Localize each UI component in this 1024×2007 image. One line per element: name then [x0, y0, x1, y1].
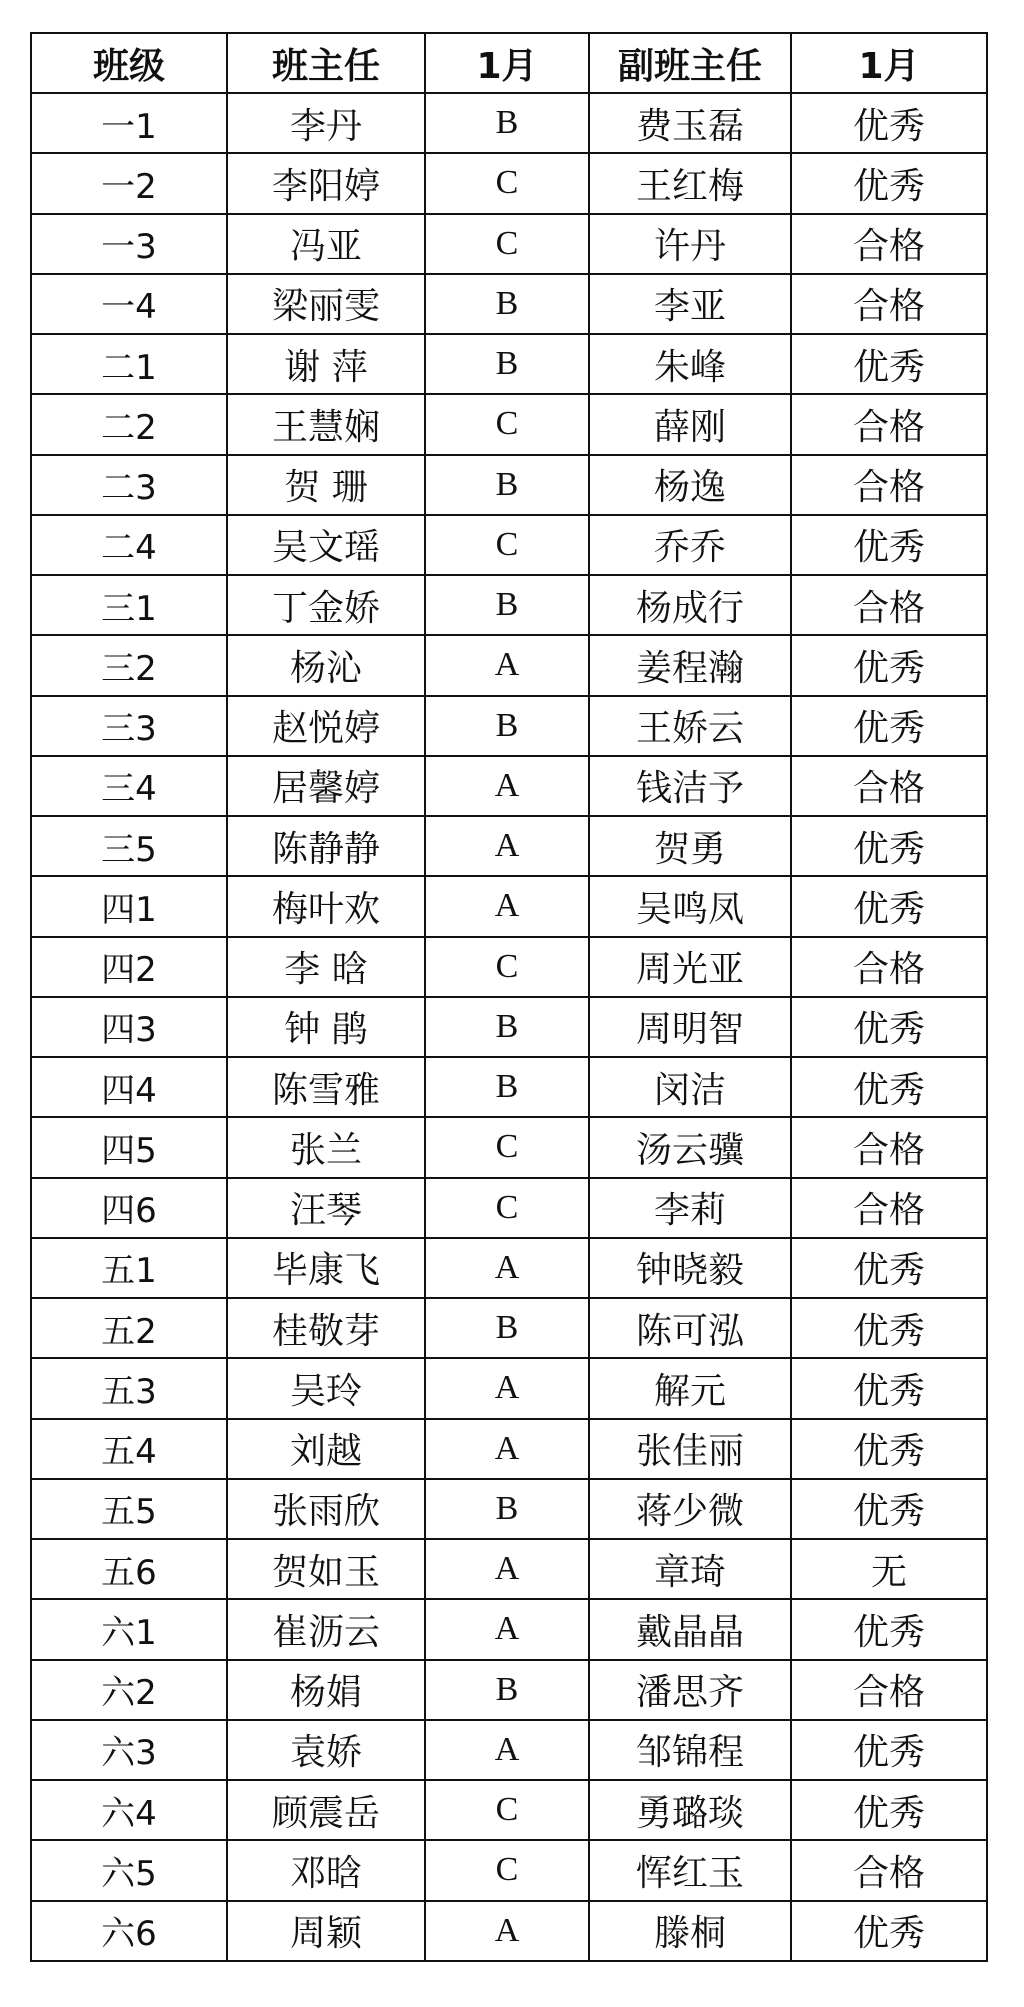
cell-head-teacher: 钟 鹃: [227, 997, 425, 1057]
table-row: [31, 153, 987, 213]
cell-class: 一3: [31, 214, 227, 274]
header-assistant-teacher: 副班主任: [589, 33, 791, 93]
table-body: [31, 93, 987, 1961]
cell-head-grade: A: [425, 1720, 589, 1780]
cell-head-grade: C: [425, 515, 589, 575]
cell-head-grade: C: [425, 1840, 589, 1900]
table-row: [31, 1178, 987, 1238]
table-row: [31, 696, 987, 756]
cell-assistant-rating: 优秀: [791, 153, 987, 213]
cell-assistant-rating: 无: [791, 1539, 987, 1599]
cell-class: 三4: [31, 756, 227, 816]
header-assistant-month: 1月: [791, 33, 987, 93]
cell-assistant-rating: 优秀: [791, 93, 987, 153]
cell-assistant-rating: 优秀: [791, 1358, 987, 1418]
cell-assistant-teacher: 王红梅: [589, 153, 791, 213]
cell-class: 三1: [31, 575, 227, 635]
table-row: [31, 816, 987, 876]
cell-head-teacher: 陈雪雅: [227, 1057, 425, 1117]
cell-assistant-teacher: 蒋少微: [589, 1479, 791, 1539]
cell-head-grade: B: [425, 455, 589, 515]
cell-head-teacher: 吴文瑶: [227, 515, 425, 575]
cell-head-grade: B: [425, 696, 589, 756]
cell-assistant-rating: 合格: [791, 455, 987, 515]
table-row: [31, 334, 987, 394]
cell-assistant-rating: 优秀: [791, 1479, 987, 1539]
cell-assistant-rating: 合格: [791, 1660, 987, 1720]
cell-assistant-rating: 合格: [791, 1840, 987, 1900]
table-row: [31, 1780, 987, 1840]
cell-assistant-rating: 优秀: [791, 816, 987, 876]
cell-class: 五3: [31, 1358, 227, 1418]
cell-assistant-teacher: 汤云骥: [589, 1117, 791, 1177]
table-row: [31, 937, 987, 997]
table-row: [31, 876, 987, 936]
table-row: [31, 1720, 987, 1780]
table-row: [31, 997, 987, 1057]
cell-assistant-teacher: 周明智: [589, 997, 791, 1057]
cell-assistant-rating: 优秀: [791, 696, 987, 756]
cell-class: 四5: [31, 1117, 227, 1177]
table-row: [31, 635, 987, 695]
table-row: [31, 756, 987, 816]
cell-assistant-rating: 合格: [791, 937, 987, 997]
cell-class: 一1: [31, 93, 227, 153]
cell-assistant-teacher: 乔乔: [589, 515, 791, 575]
cell-head-teacher: 丁金娇: [227, 575, 425, 635]
cell-head-grade: B: [425, 1479, 589, 1539]
cell-assistant-rating: 优秀: [791, 1780, 987, 1840]
cell-head-teacher: 刘越: [227, 1419, 425, 1479]
table-row: [31, 515, 987, 575]
cell-head-grade: B: [425, 93, 589, 153]
table-row: [31, 1238, 987, 1298]
table-row: [31, 1599, 987, 1659]
cell-head-teacher: 李 晗: [227, 937, 425, 997]
cell-class: 二3: [31, 455, 227, 515]
cell-class: 五1: [31, 1238, 227, 1298]
cell-assistant-teacher: 李莉: [589, 1178, 791, 1238]
cell-head-teacher: 周颖: [227, 1901, 425, 1962]
cell-head-grade: A: [425, 1358, 589, 1418]
cell-head-grade: A: [425, 1901, 589, 1962]
cell-head-teacher: 邓晗: [227, 1840, 425, 1900]
cell-assistant-rating: 优秀: [791, 1901, 987, 1962]
cell-head-grade: A: [425, 1599, 589, 1659]
cell-assistant-teacher: 朱峰: [589, 334, 791, 394]
cell-assistant-teacher: 陈可泓: [589, 1298, 791, 1358]
cell-head-grade: A: [425, 635, 589, 695]
cell-head-grade: A: [425, 1238, 589, 1298]
cell-assistant-teacher: 薛刚: [589, 394, 791, 454]
cell-assistant-rating: 合格: [791, 756, 987, 816]
cell-class: 六2: [31, 1660, 227, 1720]
cell-assistant-rating: 优秀: [791, 876, 987, 936]
cell-class: 五2: [31, 1298, 227, 1358]
cell-head-teacher: 梁丽雯: [227, 274, 425, 334]
cell-assistant-teacher: 解元: [589, 1358, 791, 1418]
cell-assistant-rating: 优秀: [791, 515, 987, 575]
table-row: [31, 394, 987, 454]
cell-assistant-rating: 优秀: [791, 334, 987, 394]
cell-assistant-teacher: 许丹: [589, 214, 791, 274]
cell-head-teacher: 顾震岳: [227, 1780, 425, 1840]
cell-head-teacher: 张雨欣: [227, 1479, 425, 1539]
cell-class: 六4: [31, 1780, 227, 1840]
cell-assistant-rating: 优秀: [791, 635, 987, 695]
cell-class: 六3: [31, 1720, 227, 1780]
cell-class: 四1: [31, 876, 227, 936]
cell-class: 一2: [31, 153, 227, 213]
cell-head-grade: A: [425, 1539, 589, 1599]
cell-assistant-teacher: 王娇云: [589, 696, 791, 756]
cell-class: 六1: [31, 1599, 227, 1659]
cell-class: 六5: [31, 1840, 227, 1900]
cell-class: 二1: [31, 334, 227, 394]
cell-assistant-rating: 优秀: [791, 1720, 987, 1780]
cell-assistant-teacher: 吴鸣凤: [589, 876, 791, 936]
cell-class: 一4: [31, 274, 227, 334]
cell-class: 四3: [31, 997, 227, 1057]
cell-head-teacher: 居馨婷: [227, 756, 425, 816]
cell-head-grade: A: [425, 1419, 589, 1479]
cell-assistant-rating: 优秀: [791, 1238, 987, 1298]
table-row: [31, 1419, 987, 1479]
cell-class: 六6: [31, 1901, 227, 1962]
cell-class: 三5: [31, 816, 227, 876]
cell-head-grade: C: [425, 1117, 589, 1177]
table-row: [31, 93, 987, 153]
cell-head-teacher: 吴玲: [227, 1358, 425, 1418]
cell-head-grade: B: [425, 575, 589, 635]
cell-assistant-teacher: 周光亚: [589, 937, 791, 997]
cell-assistant-teacher: 潘思齐: [589, 1660, 791, 1720]
table-row: [31, 1057, 987, 1117]
cell-assistant-teacher: 戴晶晶: [589, 1599, 791, 1659]
cell-assistant-teacher: 钟晓毅: [589, 1238, 791, 1298]
table-row: [31, 274, 987, 334]
cell-class: 五6: [31, 1539, 227, 1599]
table-row: [31, 214, 987, 274]
cell-head-grade: A: [425, 876, 589, 936]
cell-head-grade: A: [425, 756, 589, 816]
cell-class: 二4: [31, 515, 227, 575]
table-row: [31, 575, 987, 635]
cell-head-grade: B: [425, 274, 589, 334]
cell-head-grade: C: [425, 153, 589, 213]
table-row: [31, 1840, 987, 1900]
cell-head-teacher: 赵悦婷: [227, 696, 425, 756]
cell-class: 三2: [31, 635, 227, 695]
cell-assistant-rating: 优秀: [791, 1419, 987, 1479]
table-row: [31, 1298, 987, 1358]
cell-assistant-teacher: 费玉磊: [589, 93, 791, 153]
cell-class: 五4: [31, 1419, 227, 1479]
cell-head-teacher: 贺如玉: [227, 1539, 425, 1599]
cell-assistant-rating: 合格: [791, 575, 987, 635]
cell-class: 四2: [31, 937, 227, 997]
cell-head-teacher: 毕康飞: [227, 1238, 425, 1298]
header-class: 班级: [31, 33, 227, 93]
cell-assistant-teacher: 姜程瀚: [589, 635, 791, 695]
cell-head-grade: C: [425, 214, 589, 274]
cell-assistant-teacher: 章琦: [589, 1539, 791, 1599]
cell-assistant-rating: 合格: [791, 214, 987, 274]
cell-class: 四6: [31, 1178, 227, 1238]
cell-head-grade: C: [425, 394, 589, 454]
cell-head-teacher: 杨沁: [227, 635, 425, 695]
cell-assistant-teacher: 恽红玉: [589, 1840, 791, 1900]
cell-head-teacher: 陈静静: [227, 816, 425, 876]
header-head-teacher-month: 1月: [425, 33, 589, 93]
cell-head-teacher: 贺 珊: [227, 455, 425, 515]
cell-assistant-teacher: 贺勇: [589, 816, 791, 876]
cell-assistant-rating: 合格: [791, 1178, 987, 1238]
cell-head-teacher: 谢 萍: [227, 334, 425, 394]
cell-assistant-teacher: 邹锦程: [589, 1720, 791, 1780]
cell-assistant-teacher: 滕桐: [589, 1901, 791, 1962]
cell-head-grade: B: [425, 1298, 589, 1358]
cell-head-teacher: 袁娇: [227, 1720, 425, 1780]
cell-head-teacher: 张兰: [227, 1117, 425, 1177]
table-row: [31, 1479, 987, 1539]
table-row: [31, 1660, 987, 1720]
evaluation-table: [30, 32, 988, 1962]
header-head-teacher: 班主任: [227, 33, 425, 93]
cell-assistant-rating: 优秀: [791, 1298, 987, 1358]
cell-assistant-rating: 合格: [791, 1117, 987, 1177]
cell-assistant-teacher: 杨成行: [589, 575, 791, 635]
cell-assistant-teacher: 李亚: [589, 274, 791, 334]
cell-head-grade: C: [425, 1178, 589, 1238]
cell-assistant-rating: 优秀: [791, 997, 987, 1057]
table-row: [31, 1539, 987, 1599]
header-row: [31, 33, 987, 93]
cell-head-teacher: 桂敬芽: [227, 1298, 425, 1358]
cell-head-teacher: 李丹: [227, 93, 425, 153]
cell-head-grade: C: [425, 937, 589, 997]
cell-head-grade: B: [425, 997, 589, 1057]
cell-head-grade: B: [425, 1660, 589, 1720]
cell-class: 二2: [31, 394, 227, 454]
cell-assistant-teacher: 钱洁予: [589, 756, 791, 816]
cell-head-teacher: 崔沥云: [227, 1599, 425, 1659]
cell-class: 三3: [31, 696, 227, 756]
cell-assistant-teacher: 张佳丽: [589, 1419, 791, 1479]
cell-head-grade: B: [425, 334, 589, 394]
cell-head-teacher: 李阳婷: [227, 153, 425, 213]
cell-assistant-rating: 优秀: [791, 1599, 987, 1659]
cell-head-grade: B: [425, 1057, 589, 1117]
table-row: [31, 1117, 987, 1177]
cell-assistant-rating: 合格: [791, 394, 987, 454]
cell-assistant-teacher: 闵洁: [589, 1057, 791, 1117]
cell-assistant-teacher: 勇璐琰: [589, 1780, 791, 1840]
cell-class: 四4: [31, 1057, 227, 1117]
table-header: [31, 33, 987, 93]
cell-assistant-rating: 优秀: [791, 1057, 987, 1117]
cell-head-grade: C: [425, 1780, 589, 1840]
cell-head-teacher: 王慧娴: [227, 394, 425, 454]
cell-head-teacher: 杨娟: [227, 1660, 425, 1720]
table-row: [31, 1901, 987, 1962]
cell-head-grade: A: [425, 816, 589, 876]
table-row: [31, 1358, 987, 1418]
cell-head-teacher: 冯亚: [227, 214, 425, 274]
cell-head-teacher: 汪琴: [227, 1178, 425, 1238]
cell-class: 五5: [31, 1479, 227, 1539]
table-row: [31, 455, 987, 515]
cell-head-teacher: 梅叶欢: [227, 876, 425, 936]
cell-assistant-rating: 合格: [791, 274, 987, 334]
cell-assistant-teacher: 杨逸: [589, 455, 791, 515]
